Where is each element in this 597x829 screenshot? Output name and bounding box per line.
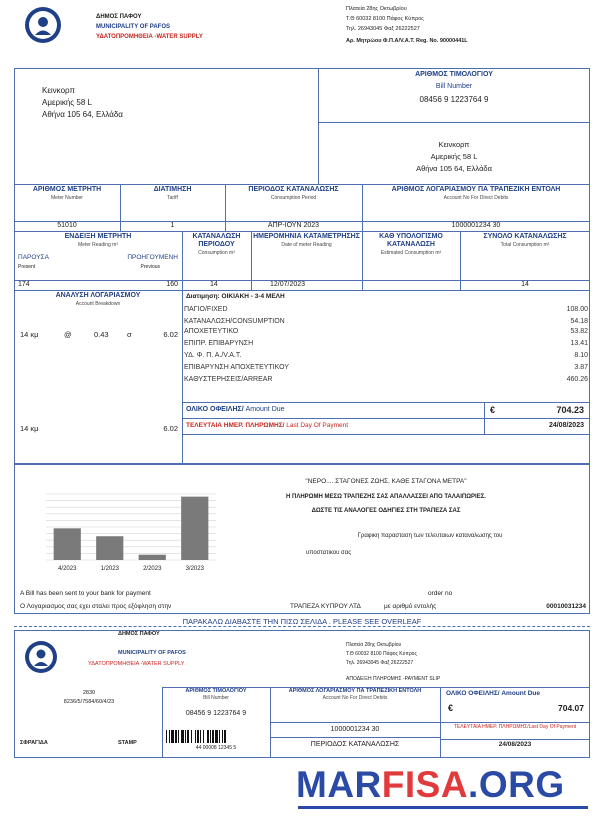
period-value: ΑΠΡ-ΙΟΥΝ 2023 [267,222,320,229]
slip-top-label: ΔΗΜΟΣ ΠΑΦΟΥ [118,631,160,637]
slip-period-label: ΠΕΡΙΟΔΟΣ ΚΑΤΑΝΑΛΩΣΗΣ [310,741,400,748]
meter-number-value: 51010 [57,222,77,229]
slip-account-label-en: Account No For Direct Debits [322,695,388,701]
chart-bar [96,536,123,560]
consumption-label: ΚΑΤΑΝΑΛΩΣΗ ΠΕΡΙΟΔΟΥ [192,233,241,248]
chart-tick-label: 1/2023 [100,566,119,572]
tariff-label-en: Tariff [167,195,178,201]
slip-phone: Τηλ. 26943045 Φαξ 26222527 [346,660,414,666]
tariff-label: ΔΙΑΤΙΜΗΣΗ [153,186,192,193]
chart-tick-label: 4/2023 [58,566,77,572]
breakdown-at: @ [64,330,72,339]
slip-bill-label-en: Bill Number [203,695,229,701]
line-item: ΑΠΟΧΕΤΕΥΤΙΚΟ 53.82 [184,328,588,335]
meter-reading-label-en: Meter Reading m³ [77,242,118,248]
customer-name-copy: Κεινκορπ [438,140,470,149]
customer-city-copy: Αθήνα 105 64, Ελλάδα [416,164,492,173]
slip-sfragida-label: ΣΦΡΑΓΙΔΑ [20,740,48,746]
present-value: 174 [18,281,30,288]
breakdown-title-en: Account Breakdown [75,301,121,307]
account-value: 1000001234 30 [451,222,501,229]
slip-municipality-en: MUNICIPALITY OF PAFOS [118,650,186,656]
bank-name: ΤΡΑΠΕΖΑ ΚΥΠΡΟΥ ΛΤΔ [290,603,361,610]
address-line-1: Πλατεία 28ης Οκτωβρίου [346,6,407,12]
line-item: ΥΔ. Φ. Π. Α./V.A.T. 8.10 [184,352,588,359]
slip-last-day-value: 24/08/2023 [498,741,532,748]
vat-registration: Αρ. Μητρώου Φ.Π.Α/V.A.T. Reg. No. 90000441L [346,38,468,44]
bill-number-value: 08456 9 1223764 9 [419,95,489,104]
order-no-label: order no [428,590,453,597]
meter-number-label-en: Meter Number [51,195,83,201]
tariff-category: Διατιμηση: ΟΙΚΙΑΚΗ - 3-4 ΜΕΛΗ [186,293,285,300]
total-consumption-label: ΣΥΝΟΛΟ ΚΑΤΑΝΑΛΩΣΗΣ [483,233,567,240]
municipality-name-en: MUNICIPALITY OF PAFOS [96,24,171,30]
breakdown-rate: 0.43 [94,330,109,339]
slip-bill-value: 08456 9 1223764 9 [185,710,247,717]
present-label-en: Present [18,264,36,270]
period-label-en: Consumption Period [270,195,317,201]
chart-bar [139,555,166,560]
customer-name: Κεινκορπ [42,86,75,95]
account-label: ΑΡΙΘΜΟΣ ΛΟΓΑΡΙΑΣΜΟΥ ΠΑ ΤΡΑΠΕΖΙΚΗ ΕΝΤΟΛΗ [391,186,561,193]
chart-caption-2: υποστατικου σας [306,550,352,556]
account-label-en: Account No For Direct Debits [443,195,509,201]
amount-due-value: 704.23 [556,405,584,415]
period-label: ΠΕΡΙΟΔΟΣ ΚΑΤΑΝΑΛΩΣΗΣ [248,186,339,193]
bill-number-label-en: Bill Number [435,83,473,90]
total-consumption-value: 14 [521,281,529,288]
bank-notice-gr: Ο Λογαριασμος σας εχει σταλει προς εξόφληση στην [20,603,172,610]
barcode-text: 44 00008 12345 5 [195,745,237,751]
slip-amount-value: 704.07 [558,703,584,713]
slip-amount-label: ΟΛΙΚΟ ΟΦΕΙΛΗΣ/ Amount Due [446,690,540,697]
address-line-2: Τ.Θ 60032 8100 Πάφος Κύπρος [346,16,424,22]
slogan: "ΝΕΡΟ.... ΣΤΑΓΟΝΕΣ ΖΩΗΣ. ΚΑΘΕ ΣΤΑΓΟΝΑ ΜΕΤΡΑ" [305,478,467,485]
previous-value: 160 [166,281,178,288]
slip-seal-icon [24,640,58,674]
chart-bar [54,528,81,560]
estimated-label: ΚΑΘ ΥΠΟΛΟΓΙΣΜΟ ΚΑΤΑΝΑΛΩΣΗ [379,233,443,248]
slip-receipt-label: ΑΠΟΔΕΙΞΗ ΠΛΗΡΩΜΗΣ -PAYMENT SLIP [346,676,441,682]
slip-code-2: 8236/5/7584/60/4/23 [63,699,115,705]
line-item: ΕΠΙΠΡ. ΕΠΙΒΑΡΥΝΣΗ 13.41 [184,340,588,347]
municipality-seal-icon [24,6,62,44]
phone-line: Τηλ. 26943045 Φαξ 26222527 [346,26,420,32]
chart-tick-label: 3/2023 [185,566,204,572]
reading-date-label-en: Date of meter Reading [281,242,332,248]
reading-date-value: 12/07/2023 [270,281,306,288]
line-item: ΕΠΙΒΑΡΥΝΣΗ ΑΠΟΧΕΤΕΥΤΙΚΟΥ 3.87 [184,364,588,371]
slip-currency: € [448,703,454,713]
customer-street: Αμερικής 58 L [42,98,92,107]
meter-number-label: ΑΡΙΘΜΟΣ ΜΕΤΡΗΤΗ [32,186,102,193]
see-overleaf: ΠΑΡΑΚΑΛΩ ΔΙΑΒΑΣΤΕ ΤΗΝ ΠΙΣΩ ΣΕΛΙΔΑ . PLEASE SEE OVERLEAF [182,617,422,626]
slip-department: ΥΔΑΤΟΠΡΟΜΗΘΕΙΑ -WATER SUPPLY [88,661,185,667]
breakdown-qty: 14 κμ [20,330,39,339]
consumption-value: 14 [210,281,218,288]
estimated-label-en: Estimated Consumption m³ [380,250,442,256]
notice-line-1: Η ΠΛΗΡΩΜΗ ΜΕΣΩ ΤΡΑΠΕΖΗΣ ΣΑΣ ΑΠΑΛΛΑΣΣΕΙ ΑΠΟ ΤΑΛΑΙΠΩΡΙΕΣ. [286,494,486,500]
line-item: ΚΑΤΑΝΑΛΩΣΗ/CONSUMPTION 54.18 [184,318,588,325]
amount-due-label: ΟΛΙΚΟ ΟΦΕΙΛΗΣ/ Amount Due [186,406,285,413]
line-item: ΠΑΓΙΟ/FIXED 108.00 [184,306,588,313]
chart-bar [181,497,208,560]
customer-city: Αθήνα 105 64, Ελλάδα [42,110,123,119]
breakdown-amount: 6.02 [163,330,178,339]
order-no-value: 00010031234 [546,603,586,610]
bank-notice-en: A Bill has been sent to your bank for payment [20,590,151,597]
slip-last-day-label: ΤΕΛΕΥΤΑΙΑ ΗΜΕΡ. ΠΛΗΡΩΜΗΣ/Last Day Of Payment [453,724,577,730]
consumption-label-en: Consumption m³ [198,250,235,256]
breakdown-title: ΑΝΑΛΥΣΗ ΛΟΓΑΡΙΑΣΜΟΥ [55,292,141,299]
currency-symbol: € [490,405,496,415]
last-day-label: ΤΕΛΕΥΤΑΙΑ ΗΜΕΡ. ΠΛΗΡΩΜΗΣ/ Last Day Of Payment [186,422,349,429]
slip-code-1: 2830 [82,690,96,696]
breakdown-qty-2: 14 κμ [20,424,39,433]
consumption-chart [30,488,220,574]
last-day-value: 24/08/2023 [548,422,584,429]
bill-number-label-gr: ΑΡΙΘΜΟΣ ΤΙΜΟΛΟΓΙΟΥ [415,71,493,78]
reading-date-label: ΗΜΕΡΟΜΗΝΙΑ ΚΑΤΑΜΕΤΡΗΣΗΣ [253,233,360,240]
department-name: ΥΔΑΤΟΠΡΟΜΗΘΕΙΑ -WATER SUPPLY [96,34,203,40]
meter-reading-label: ΕΝΔΕΙΞΗ ΜΕΤΡΗΤΗ [64,233,132,240]
order-no-label-gr: με αριθμό εντολής [384,603,437,610]
slip-account-label: ΑΡΙΘΜΟΣ ΛΟΓΑΡΙΑΣΜΟΥ ΠΑ ΤΡΑΠΕΖΙΚΗ ΕΝΤΟΛΗ [288,688,422,694]
line-item: ΚΑΘΥΣΤΕΡΗΣΕΙΣ/ARREAR 460.26 [184,376,588,383]
marfisa-watermark: MARFISA.ORG [296,764,565,805]
tariff-value: 1 [170,222,175,229]
previous-label: ΠΡΟΗΓΟΥΜΕΝΗ [127,254,178,261]
notice-line-2: ΔΩΣΤΕ ΤΙΣ ΑΝΑΛΟΓΕΣ ΟΔΗΓΙΕΣ ΣΤΗ ΤΡΑΠΕΖΑ ΣΑΣ [311,508,461,514]
slip-bill-label: ΑΡΙΘΜΟΣ ΤΙΜΟΛΟΓΙΟΥ [185,688,247,694]
previous-label-en: Previous [140,264,160,270]
municipality-name-gr: ΔΗΜΟΣ ΠΑΦΟΥ [96,14,142,20]
slip-account-value: 1000001234 30 [330,726,380,733]
breakdown-amount-2: 6.02 [163,424,178,433]
watermark-underline [298,806,588,809]
customer-street-copy: Αμερικής 58 L [430,152,478,161]
chart-caption-1: Γραφικη παρασταση των τελευταιων καταναλωσης του [357,533,503,539]
chart-tick-label: 2/2023 [143,566,162,572]
slip-address-2: Τ.Θ 60032 8100 Πάφος Κύπρος [346,651,417,657]
breakdown-sigma: σ [127,330,132,339]
slip-address-1: Πλατεία 28ης Οκτωβρίου [346,642,402,648]
barcode-icon [166,730,266,743]
total-consumption-label-en: Total Consumption m³ [500,242,550,248]
present-label: ΠΑΡΟΥΣΑ [18,254,49,261]
slip-stamp-label: STAMP [118,740,137,746]
